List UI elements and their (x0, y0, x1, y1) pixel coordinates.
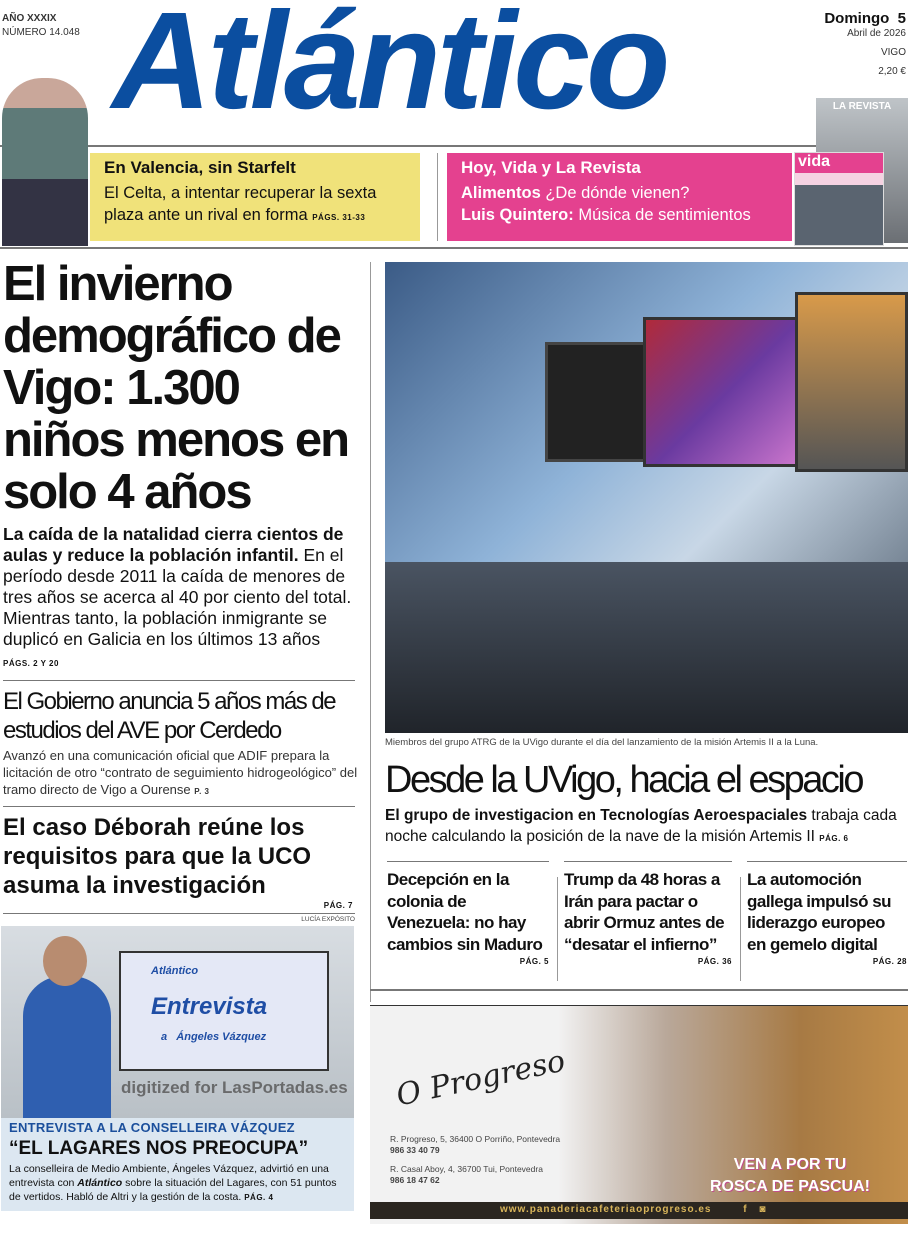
divider (437, 153, 438, 241)
lead-deck: La caída de la natalidad cierra cientos de aulas y reduce la población infantil. (3, 524, 344, 565)
divider (0, 145, 820, 147)
teaser-sports[interactable] (90, 153, 420, 241)
left-column (3, 258, 363, 1211)
page-ref: PÁGS. 31-33 (312, 213, 366, 222)
story3-headline[interactable]: El caso Déborah reúne los requisitos para que la UCO asuma la investigación (3, 814, 312, 899)
right-column (385, 262, 908, 1224)
ad-url[interactable]: www.panaderiacafeteriaoprogreso.es (500, 1204, 712, 1215)
photo-credit: LUCÍA EXPÓSITO (301, 916, 355, 923)
price: 2,20 € (878, 66, 906, 77)
revista-title: LA REVISTA (832, 101, 892, 112)
ad-addresses (390, 1134, 560, 1186)
facebook-icon[interactable]: f (743, 1204, 748, 1215)
page-ref: PÁG. 6 (819, 834, 849, 843)
brief[interactable] (387, 861, 549, 981)
brief[interactable] (564, 861, 732, 981)
interview-kicker: ENTREVISTA A LA CONSELLEIRA VÁZQUEZ (9, 1120, 295, 1135)
briefs-row (387, 861, 908, 981)
lead-summary (3, 524, 363, 674)
vida-title: vida (798, 153, 831, 170)
feature-summary (385, 805, 908, 849)
page-ref: PÁG. 4 (244, 1193, 274, 1202)
teaser-text: El Celta, a intentar recuperar la sexta plaza ante un rival en forma (104, 184, 377, 224)
divider (3, 806, 355, 807)
monitor (643, 317, 813, 467)
feature-photo (385, 262, 908, 733)
screen-brand: Atlántico (151, 965, 199, 977)
desk-area (385, 562, 908, 733)
teaser-kicker: Hoy, Vida y La Revista (461, 158, 641, 177)
lead-body: En el período desde 2011 la caída de menores de tres años se acerca al 40 por ciento del total. Mientras tanto, la población inmigrante se duplicó en Galicia en los últimos 13 años (3, 545, 352, 649)
photo-caption: Miembros del grupo ATRG de la UVigo durante el día del lanzamiento de la misión Artemis II a la Luna. (385, 737, 819, 748)
divider (3, 680, 355, 681)
ad-url-bar (370, 1202, 908, 1219)
page-ref: P. 3 (194, 787, 210, 796)
interview-photo (1, 926, 354, 1118)
issue-number: NÚMERO 14.048 (2, 27, 80, 38)
page-ref: PÁGS. 2 Y 20 (3, 659, 59, 668)
date: Abril de 2026 (847, 28, 906, 39)
masthead-meta-right (824, 10, 906, 79)
ad-address: R. Casal Aboy, 4, 36700 Tui, Pontevedra (390, 1164, 543, 1174)
interview-screen (119, 951, 329, 1071)
edition: VIGO (880, 47, 906, 58)
page-ref: PÁG. 7 (323, 901, 353, 910)
column-rule (557, 877, 558, 981)
divider (370, 989, 908, 991)
screen-sub: a Ángeles Vázquez (161, 1031, 267, 1043)
page-ref: PÁG. 36 (697, 957, 732, 966)
divider (0, 247, 908, 249)
day: Domingo 5 (824, 10, 906, 27)
page-ref: PÁG. 5 (519, 957, 549, 966)
feature-headline[interactable]: Desde la UVigo, hacia el espacio (385, 759, 862, 801)
divider (3, 913, 355, 914)
brief[interactable] (747, 861, 907, 981)
column-rule (370, 262, 371, 1002)
story2-text: Avanzó en una comunicación oficial que ADIF prepara la licitación de otro “contrato de seguimiento hidrogeológico” del tramo directo de Vigo a Ourense (3, 748, 358, 797)
ad-phone: 986 33 40 79 (390, 1145, 440, 1155)
teaser-bold: Luis Quintero: (461, 206, 574, 224)
logo[interactable]: Atlántico (112, 0, 667, 138)
instagram-icon[interactable]: ◙ (759, 1204, 767, 1215)
feature-body: trabaja cada noche calculando la posición de la nave de la misión Artemis II (385, 807, 897, 845)
person-head (43, 936, 87, 986)
interview-box[interactable] (1, 1118, 354, 1211)
watermark: digitized for LasPortadas.es (121, 1078, 348, 1097)
brief-headline[interactable]: La automoción gallega impulsó su liderazgo europeo en gemelo digital (747, 870, 892, 954)
ad-slogan-line: ROSCA DE PASCUA! (709, 1178, 870, 1195)
masthead-meta-left (2, 12, 80, 40)
teaser-kicker: En Valencia, sin Starfelt (104, 158, 296, 177)
ad-slogan-line: VEN A POR TU (733, 1156, 847, 1173)
monitor (545, 342, 655, 462)
teaser-text: ¿De dónde vienen? (540, 184, 690, 202)
vida-cover[interactable] (794, 152, 884, 246)
page-ref: PÁG. 28 (872, 957, 907, 966)
teaser-bold: Alimentos (461, 184, 541, 202)
person-figure (23, 976, 111, 1118)
interview-body: sobre la situación del Lagares, con 51 puntos de vertidos. Habló de Altri y la gestión de la costa. (9, 1177, 337, 1203)
brief-headline[interactable]: Trump da 48 horas a Irán para pactar o abrir Ormuz antes de “desatar el infierno” (564, 870, 725, 954)
lead-headline[interactable]: El invierno demográfico de Vigo: 1.300 niños menos en solo 4 años (3, 257, 349, 519)
brief-headline[interactable]: Decepción en la colonia de Venezuela: no hay cambios sin Maduro (387, 870, 543, 954)
ad-phone: 986 18 47 62 (390, 1175, 440, 1185)
screen-title: Entrevista (151, 993, 268, 1020)
feature-deck: El grupo de investigacion en Tecnologías Aeroespaciales (385, 807, 808, 824)
ad-slogan (680, 1154, 900, 1198)
player-photo (2, 78, 88, 246)
bakery-ad[interactable] (370, 1005, 908, 1224)
teaser-supplements[interactable] (447, 153, 792, 241)
interview-body: La conselleira de Medio Ambiente, Ángeles Vázquez, advirtió en una entrevista con (9, 1163, 329, 1189)
ad-logo: O Progreso (393, 1043, 569, 1114)
column-rule (740, 877, 741, 981)
monitor (795, 292, 908, 472)
teaser-text: Música de sentimientos (573, 206, 751, 224)
ad-address: R. Progreso, 5, 36400 O Porriño, Pontevedra (390, 1134, 561, 1144)
story2-headline[interactable]: El Gobierno anuncia 5 años más de estudios del AVE por Cerdedo (3, 688, 336, 744)
brand-mention: Atlántico (77, 1177, 123, 1189)
interview-quote: “EL LAGARES NOS PREOCUPA” (9, 1138, 309, 1159)
story2-body (3, 747, 363, 800)
year: AÑO XXXIX (2, 13, 57, 24)
